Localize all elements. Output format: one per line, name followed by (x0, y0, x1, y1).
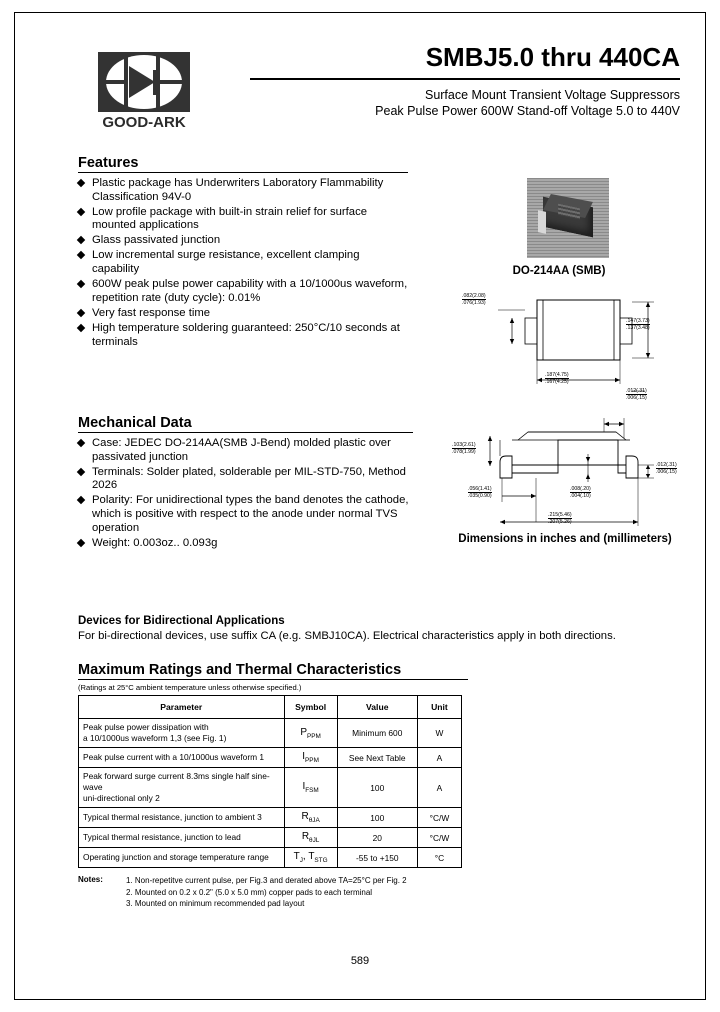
cell-parameter: Peak forward surge current 8.3ms single half sine-wave uni-directional only 2 (79, 768, 285, 808)
mechanical-text: Weight: 0.003oz.. 0.093g (92, 536, 218, 549)
goodark-logo-mark (98, 52, 190, 112)
dim-length-max: .187(4.75) .167(4.25) (545, 372, 569, 385)
dim-lead-thickness: .008(.20) .004(.10) (570, 486, 591, 499)
cell-value: 100 (337, 808, 417, 828)
ratings-heading: Maximum Ratings and Thermal Characteristics (78, 662, 402, 678)
column-header-unit: Unit (417, 696, 461, 719)
package-photo (527, 178, 609, 258)
mechanical-data-section (78, 415, 413, 552)
cell-unit: °C (417, 848, 461, 868)
page-title: SMBJ5.0 thru 440CA (425, 42, 680, 72)
note-item: 1. Non-repetitve current pulse, per Fig.3 and derated above TA=25°C per Fig. 2 (126, 876, 407, 885)
list-item (78, 278, 408, 305)
cell-parameter: Peak pulse current with a 10/1000us waveform 1 (79, 748, 285, 768)
column-header-value: Value (337, 696, 417, 719)
list-item (78, 206, 408, 233)
diamond-bullet-icon (77, 280, 85, 288)
ratings-table (78, 695, 462, 868)
column-header-parameter: Parameter (79, 696, 285, 719)
table-row (79, 848, 462, 868)
feature-text: Plastic package has Underwriters Laboratory Flammability Classification 94V-0 (92, 177, 384, 203)
diamond-bullet-icon (77, 324, 85, 332)
diamond-bullet-icon (77, 251, 85, 259)
feature-text: Low incremental surge resistance, excellent clamping capability (92, 249, 360, 276)
cell-symbol: $P_{PPM}$ (284, 719, 337, 748)
dim-foot: .056(1.41) .035(0.90) (468, 486, 492, 499)
table-row (79, 748, 462, 768)
list-item (78, 537, 413, 551)
package-photo-block (512, 178, 609, 277)
diamond-bullet-icon (77, 207, 85, 215)
page-header (60, 42, 680, 152)
cell-value: 20 (337, 828, 417, 848)
notes-list (126, 875, 498, 910)
dim-side-thickness: .012(.31) .006(.15) (656, 462, 677, 475)
cell-value: -55 to +150 (337, 848, 417, 868)
cell-unit: W (417, 719, 461, 748)
package-caption: DO-214AA (SMB) (512, 265, 606, 277)
cell-value: See Next Table (337, 748, 417, 768)
company-name: GOOD-ARK (102, 114, 186, 131)
diamond-bullet-icon (77, 236, 85, 244)
table-row (79, 808, 462, 828)
list-item (78, 249, 408, 276)
top-view-svg (440, 288, 690, 408)
cell-symbol: $R_{\theta JL}$ (284, 828, 337, 848)
page-number: 589 (350, 955, 370, 967)
cell-parameter: Peak pulse power dissipation with a 10/1000us waveform 1,3 (see Fig. 1) (79, 719, 285, 748)
dim-thickness: .012(.31) .006(.15) (626, 388, 647, 401)
mechanical-text: Terminals: Solder plated, solderable per MIL-STD-750, Method 2026 (92, 465, 406, 492)
bidirectional-section (78, 615, 638, 643)
list-item (78, 494, 413, 535)
cell-value: Minimum 600 (337, 719, 417, 748)
mechanical-text: Polarity: For unidirectional types the band denotes the cathode, which is positive with respect to the anode under normal TVS operation (92, 494, 409, 534)
company-logo (96, 52, 192, 131)
title-divider (250, 78, 680, 80)
note-item: 3. Mounted on minimum recommended pad layout (126, 899, 305, 908)
diamond-bullet-icon (77, 467, 85, 475)
list-item (78, 322, 408, 349)
cell-parameter: Typical thermal resistance, junction to lead (79, 828, 285, 848)
cell-parameter: Typical thermal resistance, junction to ambient 3 (79, 808, 285, 828)
list-item (78, 177, 408, 204)
cathode-band (538, 210, 546, 234)
cell-parameter: Operating junction and storage temperature range (79, 848, 285, 868)
notes-section (78, 875, 498, 910)
subtitle-line-2: Peak Pulse Power 600W Stand-off Voltage 5.0 to 440V (375, 104, 680, 118)
package-side-view-drawing (440, 418, 690, 538)
notes-label: Notes: (78, 875, 103, 884)
diamond-bullet-icon (77, 179, 85, 187)
ratings-divider (78, 679, 468, 680)
feature-text: Glass passivated junction (92, 234, 221, 247)
cell-symbol: $R_{\theta JA}$ (284, 808, 337, 828)
dim-height-max: .082(2.08) .076(1.93) (462, 293, 486, 306)
table-row (79, 768, 462, 808)
dimensions-caption: Dimensions in inches and (millimeters) (458, 533, 672, 545)
feature-text: 600W peak pulse power capability with a 10/1000us waveform, repetition rate (duty cycle): 0.01% (92, 278, 408, 304)
cell-symbol: $I_{PPM}$ (284, 748, 337, 768)
cell-unit: °C/W (417, 808, 461, 828)
diamond-bullet-icon (77, 439, 85, 447)
features-section (78, 155, 408, 351)
mechanical-list (78, 437, 413, 550)
features-list (78, 177, 408, 349)
page-footer (0, 955, 720, 967)
title-block (250, 42, 680, 119)
column-header-symbol: Symbol (284, 696, 337, 719)
table-header-row (79, 696, 462, 719)
diamond-bullet-icon (77, 309, 85, 317)
dim-body-height: .103(2.61) .078(1.99) (452, 442, 476, 455)
bidirectional-title: Devices for Bidirectional Applications (78, 615, 285, 627)
note-item: 2. Mounted on 0.2 x 0.2" (5.0 x 5.0 mm) copper pads to each terminal (126, 887, 373, 897)
table-row (79, 719, 462, 748)
diamond-bullet-icon (77, 496, 85, 504)
feature-text: Very fast response time (92, 306, 211, 319)
bidirectional-text: For bi-directional devices, use suffix CA (e.g. SMBJ10CA). Electrical characteristics apply in both directions. (78, 630, 616, 642)
feature-text: High temperature soldering guaranteed: 250°C/10 seconds at terminals (92, 321, 400, 348)
mechanical-text: Case: JEDEC DO-214AA(SMB J-Bend) molded plastic over passivated junction (92, 437, 391, 463)
cell-unit: A (417, 768, 461, 808)
table-row (79, 828, 462, 848)
cell-unit: °C/W (417, 828, 461, 848)
cell-value: 100 (337, 768, 417, 808)
dim-overall-length: .215(5.46) .207(5.26) (548, 512, 572, 525)
cell-unit: A (417, 748, 461, 768)
dim-width-max: .147(3.73) .137(3.48) (626, 318, 650, 331)
subtitle-line-1: Surface Mount Transient Voltage Suppressors (424, 88, 680, 102)
list-item (78, 466, 413, 493)
list-item (78, 307, 408, 321)
cell-symbol: $T_J$, $T_{STG}$ (284, 848, 337, 868)
features-heading: Features (78, 155, 139, 171)
diode-triangle-icon (129, 66, 155, 98)
list-item (78, 234, 408, 248)
feature-text: Low profile package with built-in strain relief for surface mounted applications (92, 205, 368, 232)
list-item (78, 437, 413, 464)
mechanical-heading: Mechanical Data (78, 415, 192, 431)
mechanical-divider (78, 432, 413, 433)
cell-symbol: $I_{FSM}$ (284, 768, 337, 808)
ratings-section (78, 662, 468, 868)
ratings-note: (Ratings at 25°C ambient temperature unless otherwise specified.) (78, 683, 302, 692)
features-divider (78, 172, 408, 173)
diamond-bullet-icon (77, 538, 85, 546)
package-top-view-drawing (440, 288, 690, 408)
